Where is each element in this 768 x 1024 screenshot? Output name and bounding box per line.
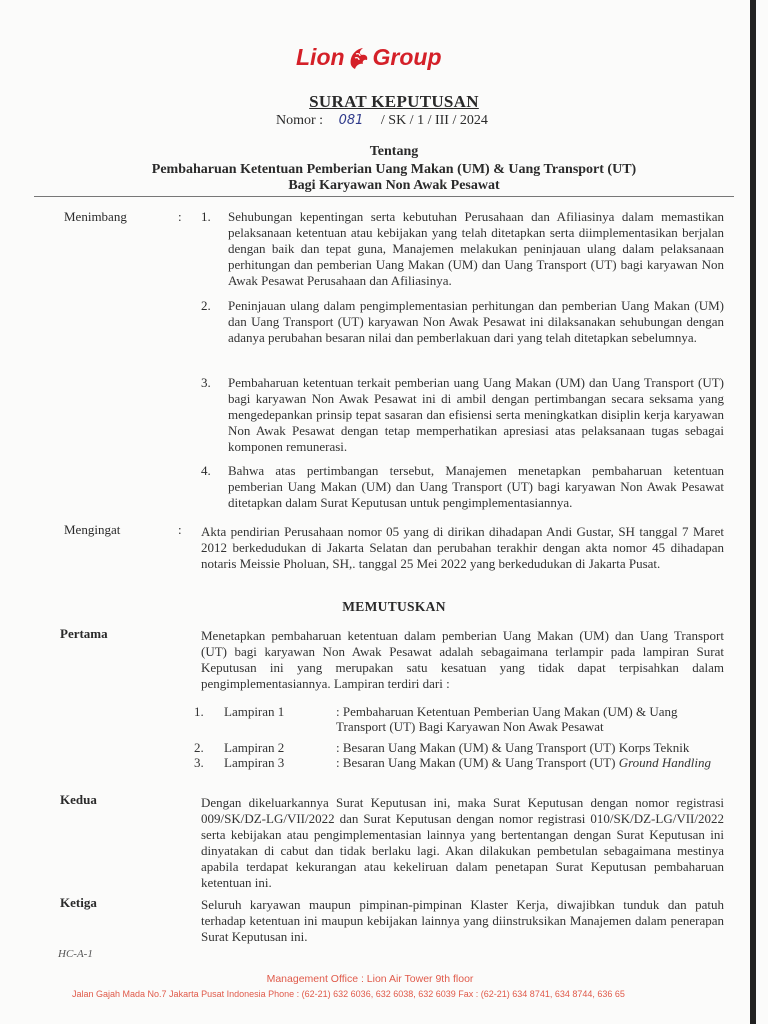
menimbang-item-3-number: 3. (201, 375, 211, 390)
menimbang-item-1-text: Sehubungan kepentingan serta kebutuhan Perusahaan dan Afiliasinya dalam memastikan pelaksanaan ketentuan atau kebijakan yang telah ditetapkan serta diimplementasikan berjalan dengan baik dan tepat guna, Manajemen melakukan peninjauan ulang dalam pelaksanaan perhitungan dan pemberian Uang Makan (UM) dan Uang Transport (UT) bagi karyawan Non Awak Pesawat Perusahaan dan Afiliasinya. (228, 209, 724, 288)
kedua-label: Kedua (60, 792, 97, 807)
menimbang-item-3-text: Pembaharuan ketentuan terkait pemberian uang Uang Makan (UM) dan Uang Transport (UT) bagi karyawan Non Awak Pesawat ini di ambil dengan pertimbangan secara seksama yang mengedepankan prinsip tepat sasaran dan efisiensi serta meningkatkan disiplin kerja karyawan Non Awak Pesawat dengan tetap memperhatikan apresiasi atas pelaksanaan tugas sebagai komponen remunerasi. (228, 375, 724, 454)
lampiran-row (194, 755, 724, 770)
subject-line-2: Bagi Karyawan Non Awak Pesawat (288, 178, 500, 193)
form-code: HC-A-1 (58, 948, 93, 960)
logo-word-right: Group (372, 44, 442, 70)
lampiran-row (194, 704, 724, 740)
lampiran-name: Lampiran 2 (224, 740, 285, 755)
nomor-rest: / SK / 1 / III / 2024 (380, 113, 488, 128)
menimbang-label: Menimbang (64, 209, 127, 224)
footer-office: Management Office : Lion Air Tower 9th floor (266, 973, 474, 985)
menimbang-item-4-number: 4. (201, 463, 211, 478)
footer-address: Jalan Gajah Mada No.7 Jakarta Pusat Indonesia Phone : (62-21) 632 6036, 632 6038, 632 6039 Fax : (62-21) 634 8741, 634 8744, 636 65 (72, 989, 625, 999)
lampiran-number: 3. (194, 755, 204, 770)
lion-emblem-icon (347, 45, 371, 71)
scan-edge-shadow (750, 0, 756, 1024)
menimbang-item-2-number: 2. (201, 298, 211, 313)
ketiga-text: Seluruh karyawan maupun pimpinan-pimpinan Klaster Kerja, diwajibkan tunduk dan patuh terhadap ketentuan ini maupun kebijakan lainnya yang diinstruksikan Manajemen dalam penerapan Surat Keputusan ini. (201, 897, 724, 944)
lampiran-table (194, 704, 724, 770)
lampiran-row (194, 740, 724, 755)
subject-line-1: Pembaharuan Ketentuan Pemberian Uang Makan (UM) & Uang Transport (UT) (151, 162, 637, 177)
menimbang-colon: : (178, 209, 182, 224)
ketiga-label: Ketiga (60, 895, 97, 910)
header-divider (34, 196, 734, 197)
lampiran-number: 1. (194, 704, 204, 719)
menimbang-item-1-number: 1. (201, 209, 211, 224)
lampiran-name: Lampiran 1 (224, 704, 285, 719)
tentang-heading: Tentang (369, 144, 419, 159)
mengingat-label: Mengingat (64, 522, 121, 537)
memutuskan-heading: MEMUTUSKAN (342, 599, 446, 614)
pertama-text: Menetapkan pembaharuan ketentuan dalam pemberian Uang Makan (UM) dan Uang Transport (UT) bagi karyawan Non Awak Pesawat adalah sebagaimana terlampir pada lampiran Surat Keputusan ini yang merupakan satu kesatuan yang tidak dapat terpisahkan dalam pengimplementasiannya. Lampiran terdiri dari : (201, 628, 724, 691)
menimbang-item-2-text: Peninjauan ulang dalam pengimplementasian perhitungan dan pemberian Uang Makan (UM) dan Uang Transport (UT) karyawan Non Awak Pesawat ini dilaksanakan sehubungan dengan adanya perubahan besaran nilai dan pemberlakuan dari yang telah ditetapkan sebelumnya. (228, 298, 724, 345)
pertama-label: Pertama (60, 626, 108, 641)
lampiran-desc: : Besaran Uang Makan (UM) & Uang Transport (UT) Korps Teknik (336, 740, 690, 755)
lampiran-desc: : Besaran Uang Makan (UM) & Uang Transport (UT) Ground Handling (336, 755, 712, 770)
document-title: SURAT KEPUTUSAN (309, 92, 479, 111)
lampiran-desc: : Pembaharuan Ketentuan Pemberian Uang Makan (UM) & Uang Transport (UT) Bagi Karyawan Non Awak Pesawat (336, 704, 678, 734)
nomor-label: Nomor : (276, 113, 324, 128)
lampiran-name: Lampiran 3 (224, 755, 285, 770)
lampiran-desc-italic: Ground Handling (618, 755, 712, 770)
menimbang-item-4-text: Bahwa atas pertimbangan tersebut, Manajemen menetapkan pembaharuan ketentuan pemberian Uang Makan (UM) dan Uang Transport (UT) bagi karyawan Non Awak Pesawat ditetapkan dalam Surat Keputusan untuk pengimplementasiannya. (228, 463, 724, 510)
document-number (276, 113, 488, 129)
mengingat-text: Akta pendirian Perusahaan nomor 05 yang di dirikan dihadapan Andi Gustar, SH tanggal 7 Maret 2012 berkedudukan di Jakarta Selatan dan perubahan terakhir dengan akta nomor 45 dihadapan notaris Meissie Pholuan, SH,. tanggal 25 Mei 2022 yang berkedudukan di Jakarta Pusat. (201, 524, 724, 571)
kedua-text: Dengan dikeluarkannya Surat Keputusan ini, maka Surat Keputusan dengan nomor registrasi 009/SK/DZ-LG/VII/2022 dan Surat Keputusan dengan nomor registrasi 010/SK/DZ-LG/VII/2022 serta kebijakan atau pengimplementasian lainnya yang bertentangan dengan Surat Keputusan ini dinyatakan di cabut dan tidak berlaku lagi. Akan dilakukan pembetulan sebagaimana mestinya apabila terdapat kekurangan atau kekeliruan dalam penetapan Surat Keputusan pembaharuan ketentuan ini. (201, 795, 724, 890)
company-logo (296, 44, 442, 71)
nomor-handwritten: 081 (338, 113, 364, 128)
mengingat-colon: : (178, 522, 182, 537)
lampiran-number: 2. (194, 740, 204, 755)
logo-word-left: Lion (296, 44, 345, 70)
